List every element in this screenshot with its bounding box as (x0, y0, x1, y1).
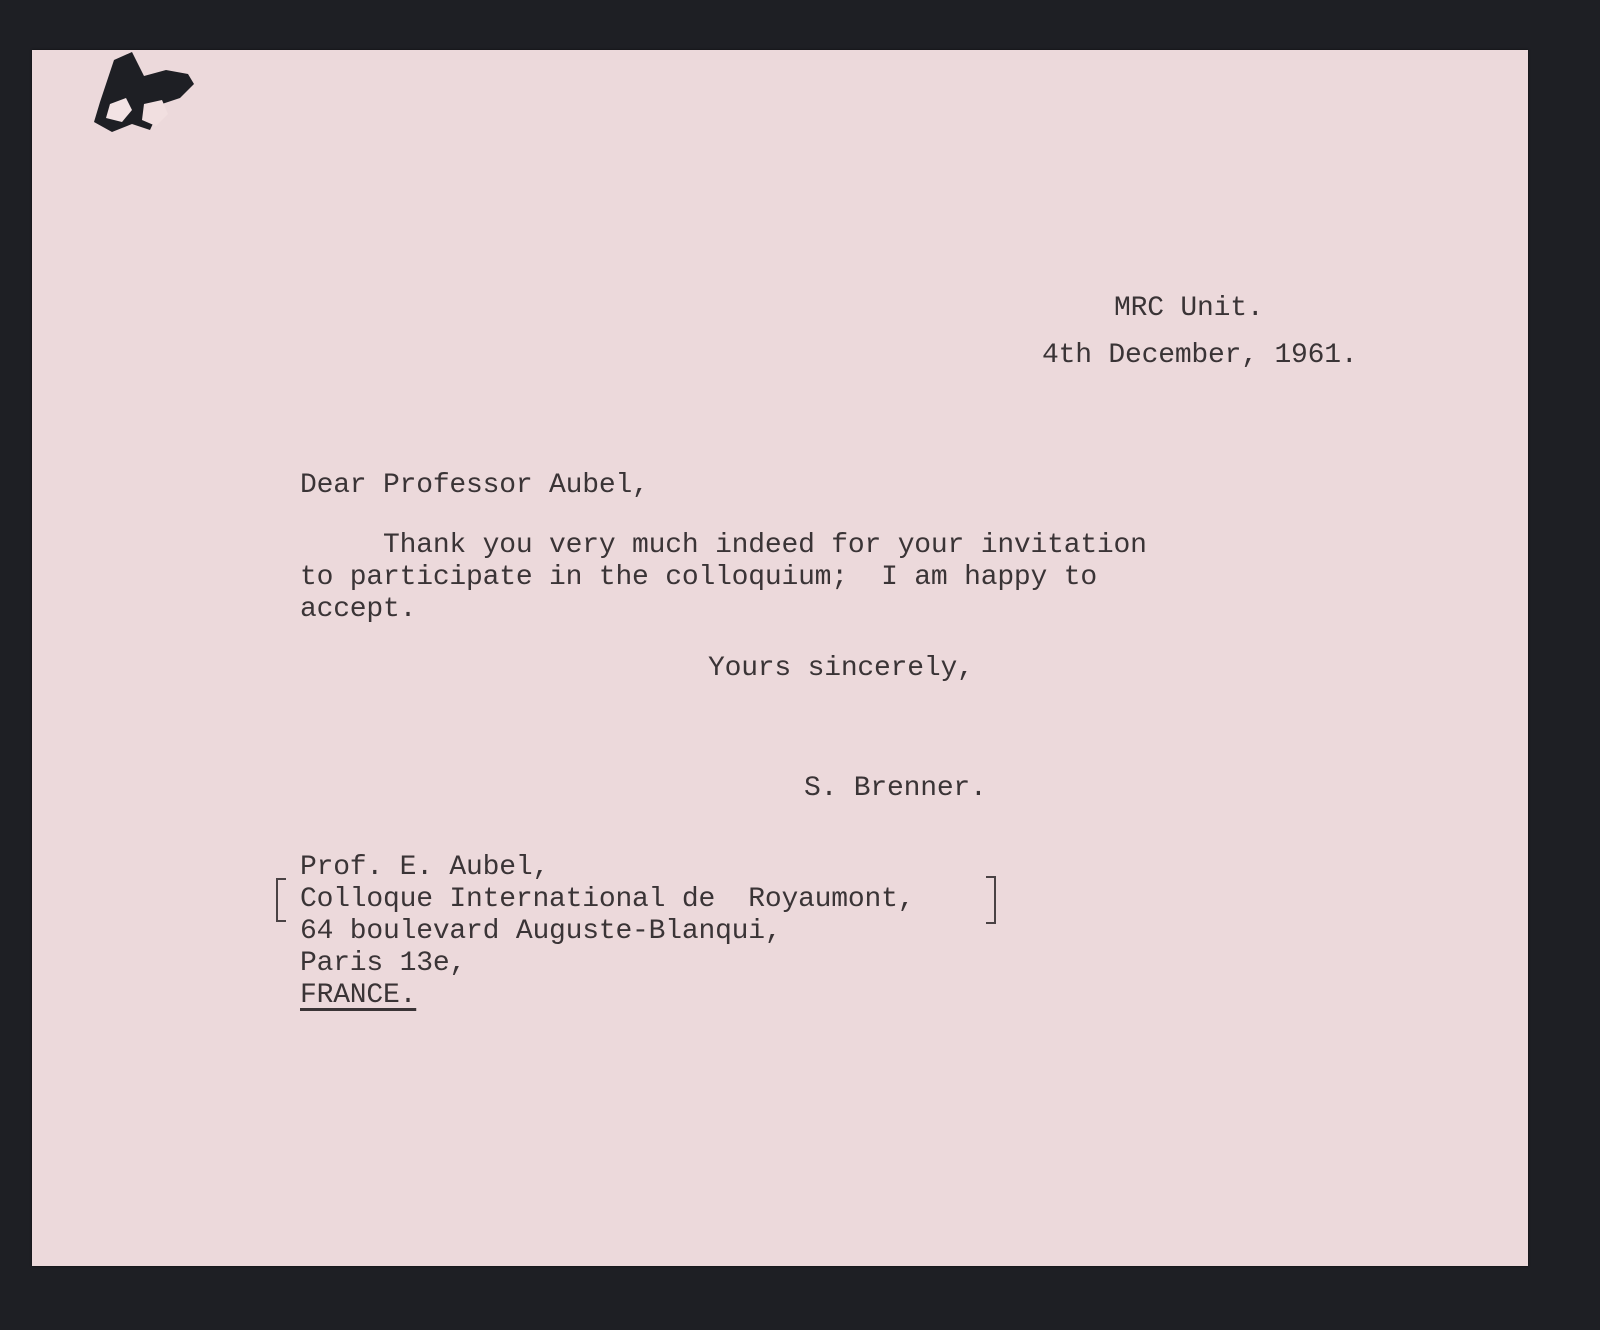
body-line: Thank you very much indeed for your invitation (300, 530, 1147, 561)
torn-corner-mark (92, 52, 202, 134)
body-line: accept. (300, 594, 417, 625)
closing: Yours sincerely, (708, 653, 974, 684)
left-bracket-mark (276, 878, 286, 922)
letter-date: 4th December, 1961. (1042, 340, 1358, 371)
address-country: FRANCE. (300, 980, 417, 1011)
salutation: Dear Professor Aubel, (300, 470, 649, 501)
address-line: Paris 13e, (300, 948, 467, 979)
body-line: to participate in the colloquium; I am happy to (300, 562, 1097, 593)
right-bracket-mark (986, 876, 996, 924)
address-line: Colloque International de Royaumont, (300, 884, 915, 915)
signature: S. Brenner. (804, 773, 987, 804)
address-line: Prof. E. Aubel, (300, 852, 550, 883)
sender-unit: MRC Unit. (1114, 293, 1264, 324)
address-line: 64 boulevard Auguste-Blanqui, (300, 916, 782, 947)
